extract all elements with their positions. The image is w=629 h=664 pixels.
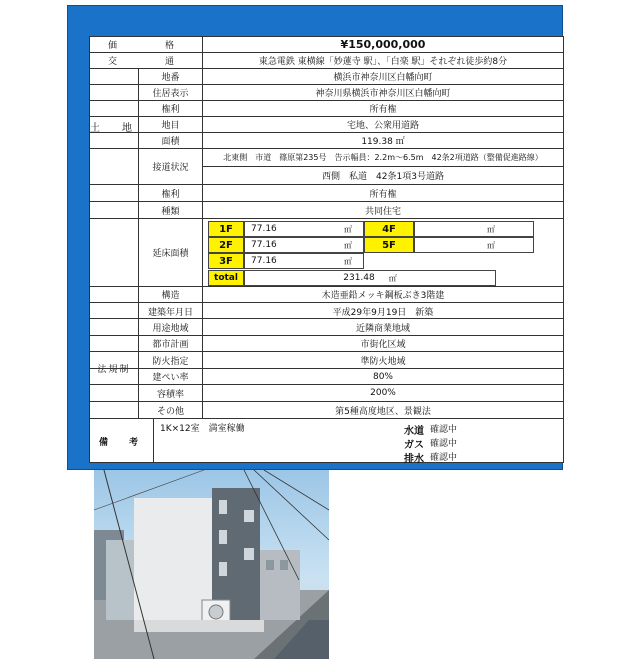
land-row-value: 119.38 ㎡ [361,137,405,147]
property-sheet [67,5,563,470]
regulation-label: 都市計画 [139,336,203,351]
regulation-value: 200% [370,388,396,398]
access-row [90,149,563,184]
floor-4f-label: 4F [364,221,414,237]
building-type-value: 共同住宅 [364,206,401,217]
floor-1f-label: 1F [208,221,244,237]
floor-1f-area: 77.16 [244,221,364,237]
land-row-label: 面積 [139,133,203,148]
utility-row [387,450,507,465]
land-row-label: 権利 [139,101,203,116]
land-label: 土 地 [90,69,139,184]
access-label: 接道状況 [139,149,203,184]
transport-row [90,53,563,69]
floor-3f-area: 77.16 [244,253,364,269]
transport-label: 交 通 [90,53,203,68]
utility-row [387,436,507,451]
regulation-value: 近隣商業地域 [355,323,410,334]
floor-5f-label: 5F [364,237,414,253]
property-table [89,36,564,463]
floor-unit: ㎡ [487,241,495,250]
regulation-label: その他 [139,402,203,419]
regulation-label: 用途地域 [139,319,203,335]
regulation-value: 第5種高度地区、景観法 [335,407,431,417]
building-rights-label: 権利 [139,185,203,201]
land-row-label: 地目 [139,117,203,132]
regulation-row [90,385,563,402]
regulation-value: 市街化区域 [360,340,406,350]
remarks-section [90,419,563,463]
building-rights-value: 所有権 [369,189,397,200]
built-date-label: 建築年月日 [139,303,203,319]
floor-unit: ㎡ [344,257,352,266]
utility-status: 確認中 [430,439,458,449]
regulation-row [90,319,563,336]
floor-total-label: total [208,270,244,286]
floor-2f-label: 2F [208,237,244,253]
floor-total-number: 231.48 [343,273,375,283]
building-photo-illustration [94,470,329,659]
regulation-label: 容積率 [139,385,203,401]
built-date-row [90,303,563,319]
regulations-label: 法規制 [90,319,139,418]
land-row [90,101,563,117]
building-section [90,185,563,319]
floor-unit: ㎡ [388,273,397,283]
floor-unit: ㎡ [344,241,352,250]
land-row-value: 横浜市神奈川区白幡向町 [333,73,433,83]
land-section [90,69,563,185]
built-date-value: 平成29年9月19日 新築 [332,307,434,318]
land-row-value: 所有権 [369,105,397,115]
floor-unit: ㎡ [344,225,352,234]
floor-2f-area: 77.16 [244,237,364,253]
regulation-value: 準防火地域 [360,356,406,367]
regulation-label: 建ぺい率 [139,369,203,384]
floor-area-label: 延床面積 [139,219,203,286]
regulation-row [90,352,563,369]
floor-5f-area [414,237,534,253]
floor-4f-area [414,221,534,237]
building-rights-row [90,185,563,202]
utility-status: 確認中 [430,453,458,463]
regulation-row [90,402,563,419]
access-line-2: 西側 私道 42条1項3号道路 [322,172,444,182]
land-row [90,69,563,85]
building-type-label: 種類 [139,202,203,218]
access-line-1: 北東側 市道 篠原第235号 告示幅員：2.2m～6.5m 42条2項道路（整備促進路線） [203,149,563,167]
price-value: ¥150,000,000 [340,38,426,51]
land-row-label: 住居表示 [139,85,203,100]
floor-area-table [208,221,496,286]
building-type-row [90,202,563,219]
land-row-label: 地番 [139,69,203,84]
price-label: 価 格 [90,37,203,52]
land-row [90,117,563,133]
remarks-text: 1K×12室 満室稼働 [160,424,245,434]
structure-label: 構造 [139,287,203,302]
structure-value: 木造亜鉛メッキ鋼板ぶき3階建 [321,291,445,301]
utility-label: ガス [404,440,424,451]
land-row-value: 宅地、公衆用道路 [346,121,419,131]
regulation-row [90,369,563,385]
land-row [90,85,563,101]
utility-label: 排水 [404,454,424,465]
structure-row [90,287,563,303]
floor-total-value [244,270,496,286]
utility-status: 確認中 [430,425,458,435]
regulation-value: 80% [372,371,393,382]
remarks-label: 備 考 [90,419,154,463]
regulation-row [90,336,563,352]
land-row-value: 神奈川県横浜市神奈川区白幡向町 [315,89,451,99]
regulation-label: 防火指定 [139,352,203,368]
price-row [90,37,563,53]
regulations-section [90,319,563,419]
floor-3f-label: 3F [208,253,244,269]
sheet-header-bar [68,6,562,36]
floor-unit: ㎡ [487,225,495,234]
utility-row [387,422,507,437]
building-photo [94,470,329,659]
land-row [90,133,563,149]
transport-value: 東急電鉄 東横線「妙蓮寺 駅」、「白楽 駅」それぞれ徒歩約8分 [258,57,508,67]
utility-label: 水道 [404,426,424,437]
